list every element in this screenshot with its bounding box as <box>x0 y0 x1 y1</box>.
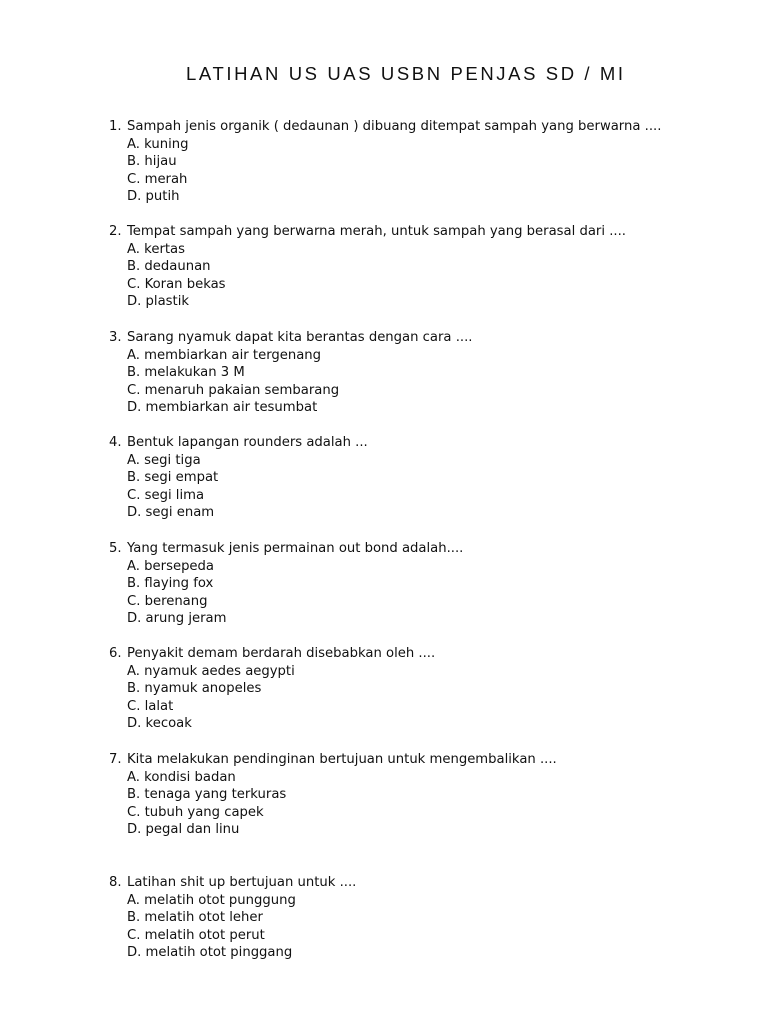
option-a: A. melatih otot punggung <box>127 892 296 908</box>
question-text: Sarang nyamuk dapat kita berantas dengan cara .... <box>127 330 473 345</box>
option-a: A. kertas <box>127 241 185 257</box>
question-text: Kita melakukan pendinginan bertujuan untuk mengembalikan .... <box>127 752 557 767</box>
option-b: B. flaying fox <box>127 576 214 592</box>
question-number: 6. <box>109 646 122 661</box>
option-c: C. tubuh yang capek <box>127 804 264 820</box>
option-b: B. melakukan 3 M <box>127 365 245 381</box>
question-8 <box>109 874 749 962</box>
option-b: B. segi empat <box>127 470 219 486</box>
question-number: 2. <box>109 224 122 239</box>
option-c: C. berenang <box>127 593 208 609</box>
question-text: Latihan shit up bertujuan untuk .... <box>127 875 357 890</box>
option-c: C. Koran bekas <box>127 276 226 292</box>
question-text: Penyakit demam berdarah disebabkan oleh .... <box>127 646 436 661</box>
option-a: A. bersepeda <box>127 558 214 574</box>
question-text: Yang termasuk jenis permainan out bond adalah.... <box>127 541 464 556</box>
question-7 <box>109 751 749 839</box>
option-b: B. nyamuk anopeles <box>127 681 262 697</box>
question-text: Sampah jenis organik ( dedaunan ) dibuang ditempat sampah yang berwarna .... <box>127 119 662 134</box>
question-number: 4. <box>109 435 122 450</box>
question-1 <box>109 118 749 206</box>
option-c: C. menaruh pakaian sembarang <box>127 382 340 398</box>
question-number: 5. <box>109 541 122 556</box>
option-d: D. putih <box>127 189 180 205</box>
question-number: 8. <box>109 875 122 890</box>
option-b: B. dedaunan <box>127 259 211 275</box>
option-b: B. melatih otot leher <box>127 910 263 926</box>
option-d: D. membiarkan air tesumbat <box>127 400 318 416</box>
option-c: C. merah <box>127 171 188 187</box>
option-b: B. hijau <box>127 154 177 170</box>
option-d: D. arung jeram <box>127 611 227 627</box>
question-number: 1. <box>109 119 122 134</box>
option-a: A. membiarkan air tergenang <box>127 347 322 363</box>
question-text: Tempat sampah yang berwarna merah, untuk sampah yang berasal dari .... <box>127 224 626 239</box>
option-c: C. lalat <box>127 698 174 714</box>
question-number: 7. <box>109 752 122 767</box>
option-d: D. segi enam <box>127 505 215 521</box>
question-4 <box>109 434 749 522</box>
page-title: LATIHAN US UAS USBN PENJAS SD / MI <box>186 63 626 84</box>
option-d: D. pegal dan linu <box>127 822 240 838</box>
option-c: C. segi lima <box>127 487 205 503</box>
option-d: D. plastik <box>127 294 189 310</box>
option-c: C. melatih otot perut <box>127 927 265 943</box>
question-6 <box>109 645 749 733</box>
question-3 <box>109 329 749 417</box>
question-number: 3. <box>109 330 122 345</box>
option-b: B. tenaga yang terkuras <box>127 787 287 803</box>
option-a: A. kuning <box>127 136 189 152</box>
option-a: A. segi tiga <box>127 452 201 468</box>
question-5 <box>109 540 749 628</box>
option-d: D. melatih otot pinggang <box>127 945 293 961</box>
question-text: Bentuk lapangan rounders adalah ... <box>127 435 368 450</box>
option-a: A. kondisi badan <box>127 769 236 785</box>
option-a: A. nyamuk aedes aegypti <box>127 663 295 679</box>
option-d: D. kecoak <box>127 716 192 732</box>
question-2 <box>109 223 749 311</box>
